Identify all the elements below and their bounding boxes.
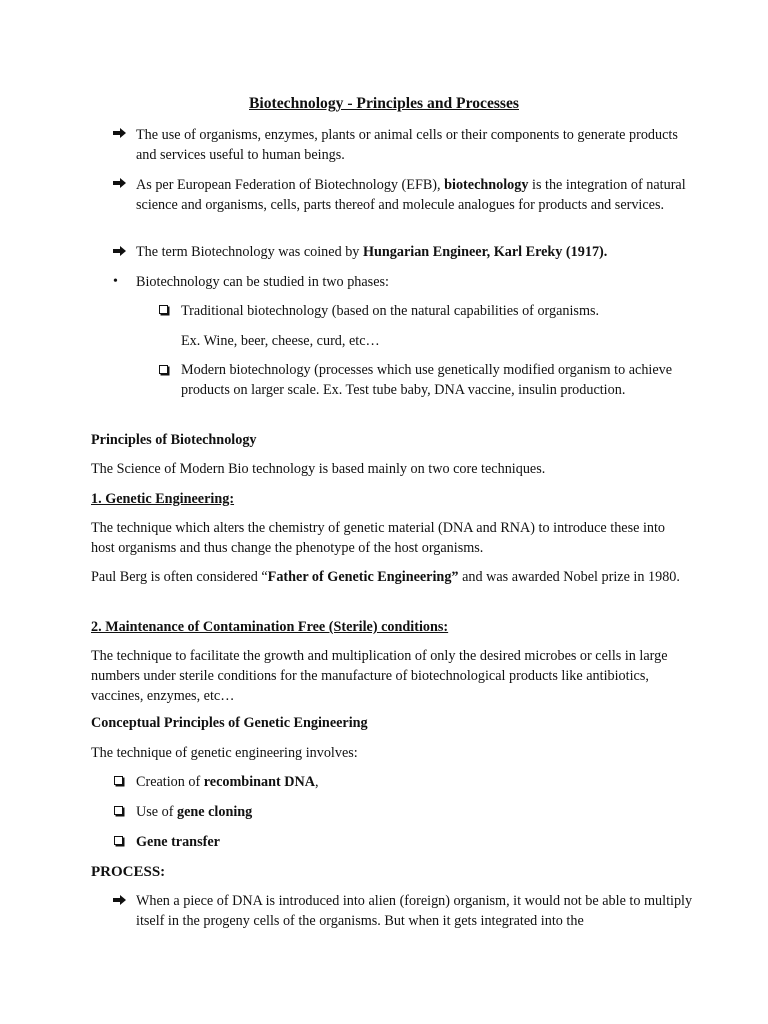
conceptual-item-2	[136, 802, 252, 822]
sterile-heading: 2. Maintenance of Contamination Free (Sterile) conditions:	[91, 619, 449, 635]
intro-bullet-2-bold: biotechnology	[444, 177, 529, 193]
principles-intro: The Science of Modern Bio technology is based mainly on two core techniques.	[91, 461, 546, 477]
conceptual-item-1-before: Creation of	[136, 774, 204, 790]
paul-berg-after: and was awarded Nobel prize in 1980.	[458, 569, 680, 585]
conceptual-item-2-before: Use of	[136, 804, 177, 820]
paul-berg-bold: Father of Genetic Engineering”	[267, 569, 459, 585]
checkbox-icon	[159, 305, 168, 314]
sterile-para: The technique to facilitate the growth and multiplication of only the desired microbes or cells in large numbers under sterile conditions for the manufacture of biotechnological products like antibiotics, vaccines, enzymes, etc…	[91, 648, 668, 704]
arrow-bullet-icon	[113, 128, 126, 138]
conceptual-item-1-bold: recombinant DNA	[203, 774, 316, 790]
genetic-engineering-para: The technique which alters the chemistry of genetic material (DNA and RNA) to introduce these into host organisms and thus change the phenotype of the host organisms.	[91, 520, 666, 556]
arrow-bullet-icon	[113, 895, 126, 905]
intro-bullet-4: Biotechnology can be studied in two phases:	[136, 274, 389, 290]
intro-bullet-2-before: As per European Federation of Biotechnology (EFB),	[136, 177, 445, 193]
checkbox-icon	[159, 365, 168, 374]
conceptual-heading: Conceptual Principles of Genetic Engineering	[91, 715, 368, 731]
checkbox-icon	[114, 776, 123, 785]
intro-bullet-1: The use of organisms, enzymes, plants or animal cells or their components to generate products and services useful to human beings.	[136, 127, 678, 163]
process-heading: PROCESS:	[91, 864, 166, 880]
paul-berg-para	[91, 567, 691, 587]
phase-modern: Modern biotechnology (processes which use genetically modified organism to achieve products on larger scale. Ex. Test tube baby, DNA vaccine, insulin production.	[181, 362, 673, 398]
paul-berg-before: Paul Berg is often considered “	[91, 569, 268, 585]
intro-bullet-2-after: is the integration of natural science and organisms, cells, parts thereof and molecule analogues for products and services.	[136, 177, 686, 213]
process-bullet: When a piece of DNA is introduced into alien (foreign) organism, it would not be able to multiply itself in the progeny cells of the organisms. But when it gets integrated into the	[136, 893, 693, 929]
checkbox-icon	[114, 836, 123, 845]
conceptual-item-3: Gene transfer	[136, 834, 220, 850]
intro-bullet-3-before: The term Biotechnology was coined by	[136, 244, 363, 260]
checkbox-icon	[114, 806, 123, 815]
conceptual-intro: The technique of genetic engineering involves:	[91, 745, 358, 761]
intro-bullet-2	[136, 175, 696, 215]
dot-bullet-icon: •	[113, 274, 118, 289]
phase-traditional: Traditional biotechnology (based on the natural capabilities of organisms.	[181, 303, 600, 319]
conceptual-item-2-bold: gene cloning	[176, 804, 253, 820]
genetic-engineering-heading: 1. Genetic Engineering:	[91, 491, 235, 507]
page-title: Biotechnology - Principles and Processes	[249, 95, 519, 112]
arrow-bullet-icon	[113, 246, 126, 256]
arrow-bullet-icon	[113, 178, 126, 188]
conceptual-item-1	[136, 772, 319, 792]
principles-heading: Principles of Biotechnology	[91, 432, 257, 448]
intro-bullet-3	[136, 242, 716, 262]
conceptual-item-1-after: ,	[315, 774, 319, 790]
phase-traditional-example: Ex. Wine, beer, cheese, curd, etc…	[181, 333, 380, 349]
intro-bullet-3-bold: Hungarian Engineer, Karl Ereky (1917).	[362, 244, 608, 260]
